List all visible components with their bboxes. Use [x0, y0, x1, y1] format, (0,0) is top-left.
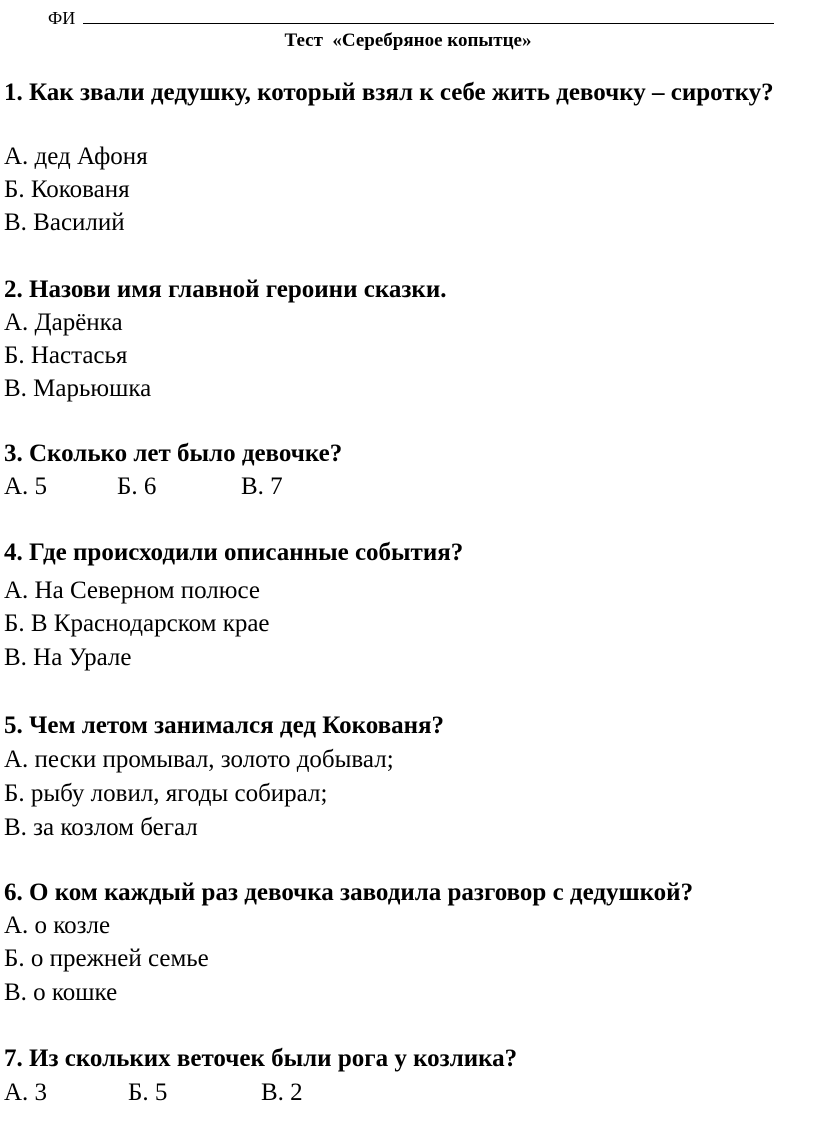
question-7-option-c: В. 2	[261, 1079, 303, 1106]
question-6-option-c: В. о кошке	[4, 979, 118, 1006]
question-6-option-a: А. о козле	[4, 912, 111, 939]
question-2-option-c: В. Марьюшка	[4, 375, 152, 402]
question-1-option-b: Б. Кокованя	[4, 176, 130, 203]
name-field[interactable]	[48, 6, 774, 28]
question-2-title: 2. Назови имя главной героини сказки.	[4, 276, 447, 303]
test-title: Тест «Серебряное копытце»	[284, 30, 532, 51]
question-4-option-b: Б. В Краснодарском крае	[4, 610, 270, 637]
question-3-options	[4, 470, 283, 504]
question-2-option-b: Б. Настасья	[4, 342, 128, 369]
name-field-label: ФИ	[48, 8, 76, 28]
question-1-title: 1. Как звали дедушку, который взял к себе жить девочку – сиротку?	[4, 79, 774, 106]
question-3-title: 3. Сколько лет было девочке?	[4, 440, 343, 467]
name-field-blank-line[interactable]	[83, 5, 774, 24]
question-4-title: 4. Где происходили описанные события?	[4, 539, 464, 566]
question-7-option-b: Б. 5	[128, 1079, 168, 1106]
question-5-option-a: А. пески промывал, золото добывал;	[4, 746, 394, 773]
question-7-options	[4, 1076, 303, 1110]
question-2-option-a: А. Дарёнка	[4, 309, 123, 336]
question-5-title: 5. Чем летом занимался дед Кокованя?	[4, 712, 445, 739]
question-4-option-c: В. На Урале	[4, 644, 132, 671]
question-3-option-c: В. 7	[241, 473, 283, 500]
question-6-title: 6. О ком каждый раз девочка заводила разговор с дедушкой?	[4, 879, 694, 906]
question-5-option-b: Б. рыбу ловил, ягоды собирал;	[4, 780, 328, 807]
question-3-option-a: А. 5	[4, 473, 48, 500]
question-7-title: 7. Из скольких веточек были рога у козлика?	[4, 1045, 518, 1072]
question-1-option-c: В. Василий	[4, 209, 125, 236]
question-4-option-a: А. На Северном полюсе	[4, 577, 260, 604]
question-7-option-a: А. 3	[4, 1079, 48, 1106]
question-1-option-a: А. дед Афоня	[4, 143, 148, 170]
question-6-option-b: Б. о прежней семье	[4, 945, 209, 972]
question-3-option-b: Б. 6	[117, 473, 157, 500]
question-5-option-c: В. за козлом бегал	[4, 814, 198, 841]
